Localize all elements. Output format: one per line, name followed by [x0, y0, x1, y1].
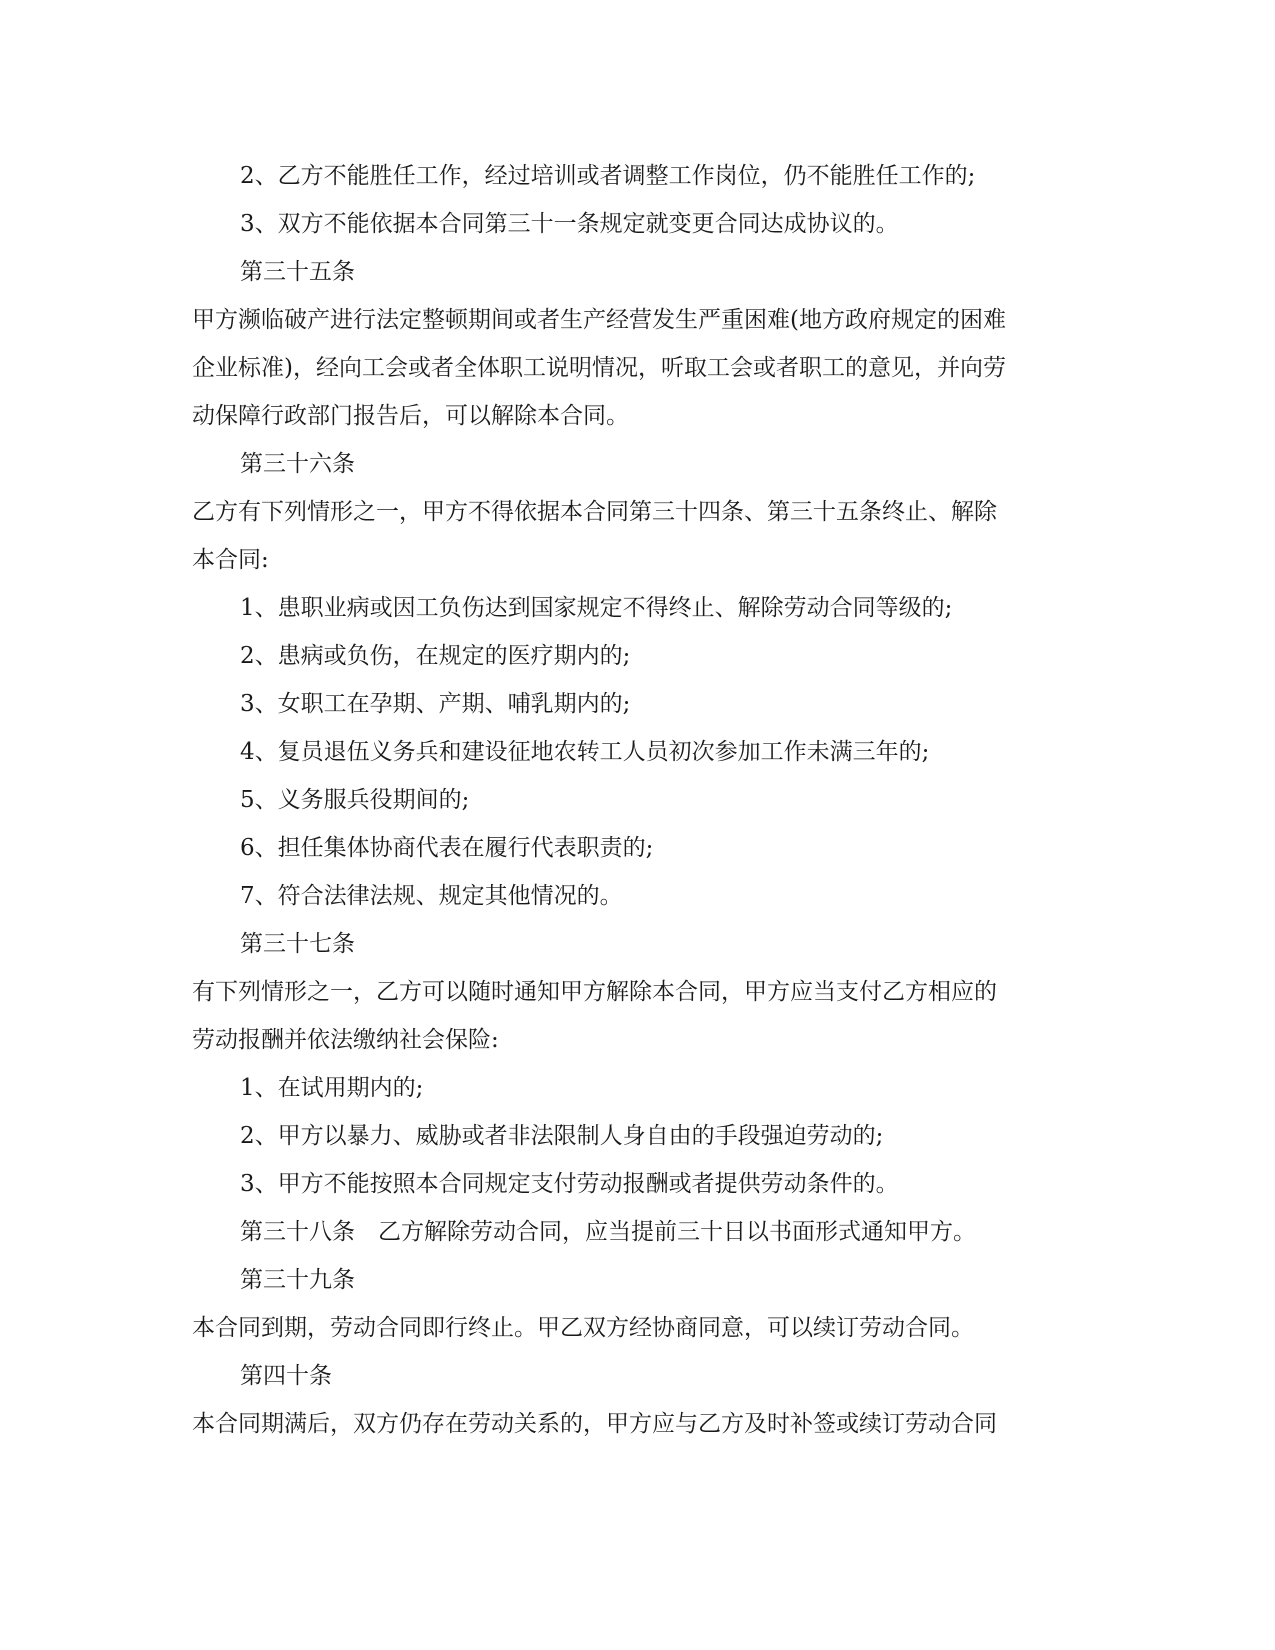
- paragraph-line: 动保障行政部门报告后，可以解除本合同。: [192, 403, 629, 429]
- paragraph-line: 乙方有下列情形之一，甲方不得依据本合同第三十四条、第三十五条终止、解除: [192, 499, 997, 525]
- paragraph-line: 劳动报酬并依法缴纳社会保险:: [192, 1027, 499, 1053]
- clause-item: 7、符合法律法规、规定其他情况的。: [240, 883, 623, 909]
- article-heading: 第三十九条: [240, 1267, 355, 1293]
- paragraph-line: 企业标准)，经向工会或者全体职工说明情况，听取工会或者职工的意见，并向劳: [192, 355, 1006, 381]
- paragraph-line: 本合同:: [192, 547, 269, 573]
- clause-item: 5、义务服兵役期间的;: [240, 787, 470, 813]
- article-heading: 第四十条: [240, 1363, 332, 1389]
- clause-item: 2、乙方不能胜任工作，经过培训或者调整工作岗位，仍不能胜任工作的;: [240, 163, 976, 189]
- clause-item: 6、担任集体协商代表在履行代表职责的;: [240, 835, 654, 861]
- contract-body: [192, 152, 1082, 1448]
- clause-item: 3、双方不能依据本合同第三十一条规定就变更合同达成协议的。: [240, 211, 899, 237]
- clause-item: 2、甲方以暴力、威胁或者非法限制人身自由的手段强迫劳动的;: [240, 1123, 884, 1149]
- article-heading: 第三十七条: [240, 931, 355, 957]
- article-heading: 第三十八条 乙方解除劳动合同，应当提前三十日以书面形式通知甲方。: [240, 1219, 976, 1245]
- clause-item: 3、甲方不能按照本合同规定支付劳动报酬或者提供劳动条件的。: [240, 1171, 899, 1197]
- paragraph-line: 本合同期满后，双方仍存在劳动关系的，甲方应与乙方及时补签或续订劳动合同: [192, 1411, 997, 1437]
- clause-item: 1、患职业病或因工负伤达到国家规定不得终止、解除劳动合同等级的;: [240, 595, 953, 621]
- article-heading: 第三十五条: [240, 259, 355, 285]
- paragraph-line: 本合同到期，劳动合同即行终止。甲乙双方经协商同意，可以续订劳动合同。: [192, 1315, 974, 1341]
- clause-item: 1、在试用期内的;: [240, 1075, 424, 1101]
- clause-item: 4、复员退伍义务兵和建设征地农转工人员初次参加工作未满三年的;: [240, 739, 930, 765]
- paragraph-line: 甲方濒临破产进行法定整顿期间或者生产经营发生严重困难(地方政府规定的困难: [192, 307, 1006, 333]
- article-heading: 第三十六条: [240, 451, 355, 477]
- clause-item: 2、患病或负伤，在规定的医疗期内的;: [240, 643, 631, 669]
- clause-item: 3、女职工在孕期、产期、哺乳期内的;: [240, 691, 631, 717]
- paragraph-line: 有下列情形之一，乙方可以随时通知甲方解除本合同，甲方应当支付乙方相应的: [192, 979, 997, 1005]
